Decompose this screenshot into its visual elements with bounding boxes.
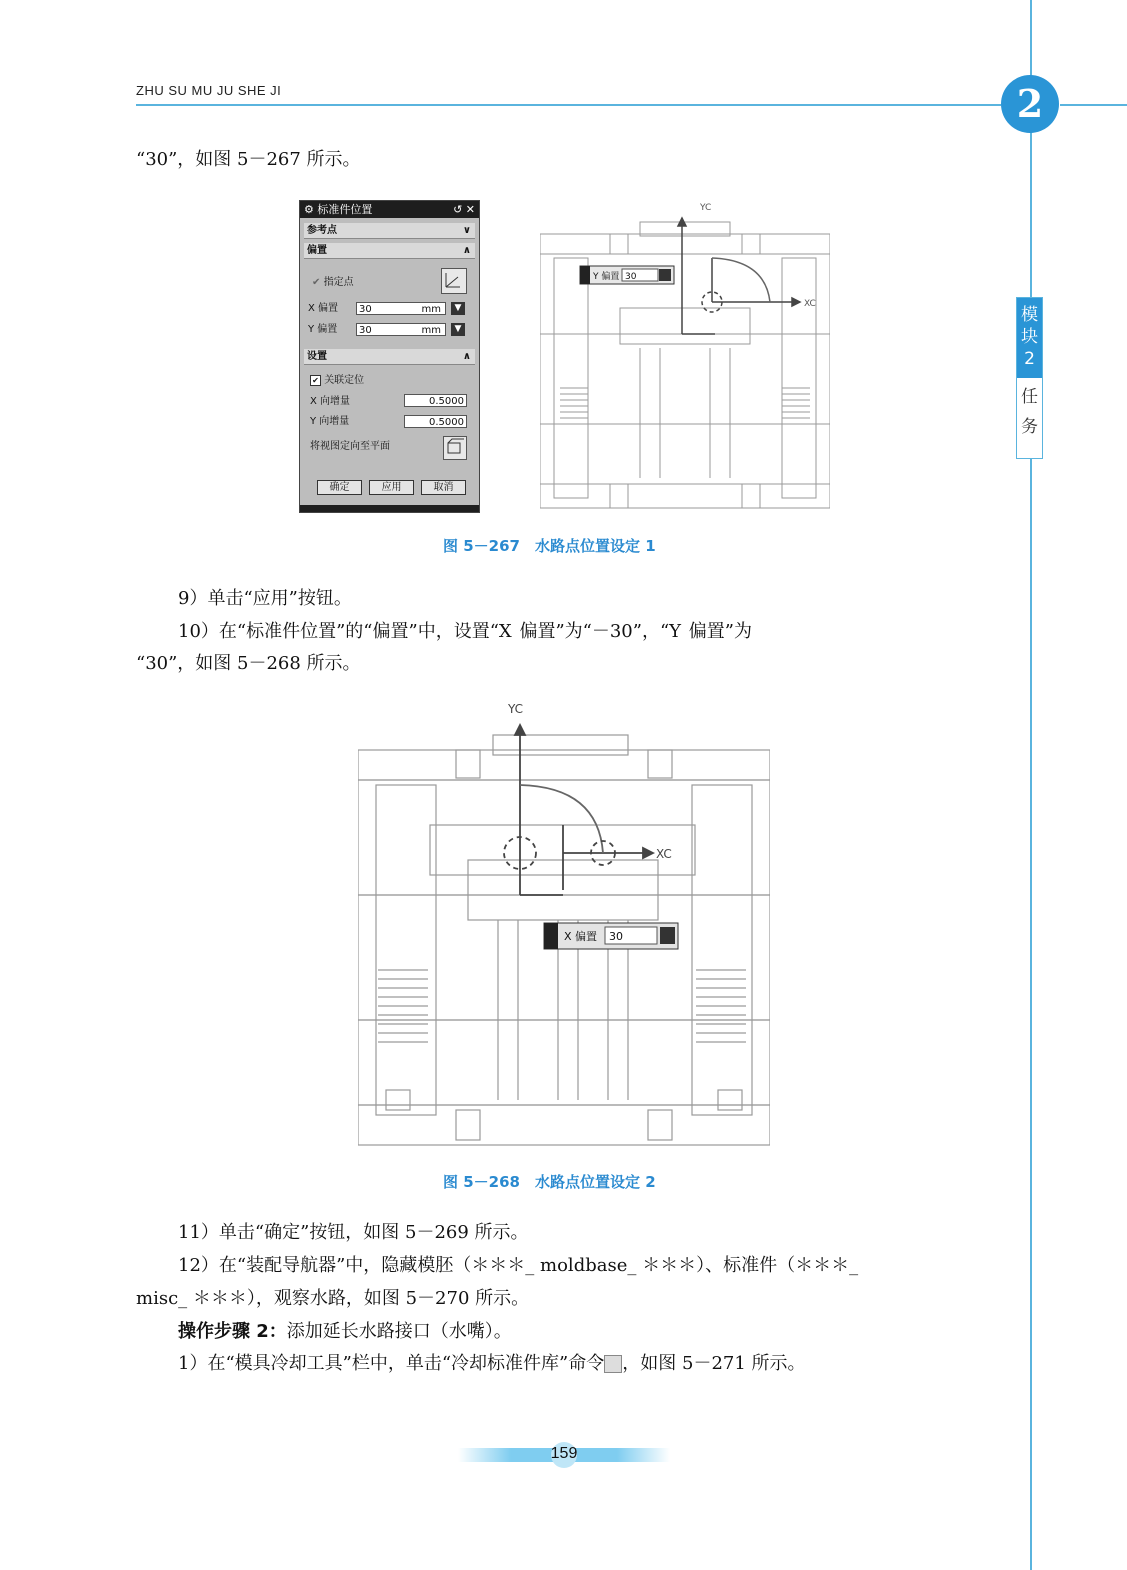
check-mark-icon: ✔ — [312, 277, 321, 288]
x-offset-value: 30 — [359, 304, 372, 315]
running-header: ZHU SU MU JU SHE JI — [136, 83, 282, 98]
module-tab — [1016, 297, 1043, 459]
chapter-badge: 2 — [1001, 75, 1059, 133]
chevron-up-icon: ∧ — [462, 245, 471, 256]
dialog-titlebar — [300, 201, 479, 218]
intro-line: “30”，如图 5－267 所示。 — [136, 149, 361, 170]
operation-step-label: 操作步骤 2： — [178, 1321, 287, 1342]
x-offset-label: X 偏置 — [308, 303, 339, 314]
y-increment-input[interactable]: 0.5000 — [404, 415, 467, 428]
step-10-cont: “30”，如图 5－268 所示。 — [136, 653, 361, 674]
dialog-bottom-bar — [300, 505, 479, 512]
step-12-cont: misc_ ＊＊＊），观察水路，如图 5－270 所示。 — [136, 1288, 530, 1309]
step-12: 12）在“装配导航器”中，隐藏模胚（＊＊＊_ moldbase_ ＊＊＊）、标准件（＊＊＊_ — [178, 1255, 859, 1276]
side-rule — [1030, 0, 1032, 1570]
task-label — [1017, 382, 1042, 442]
y-offset-value: 30 — [359, 325, 372, 336]
header-rule-right — [1060, 104, 1127, 106]
module-number: 2 — [1024, 349, 1035, 369]
figure-267-caption: 图 5－267 水路点位置设定 1 — [443, 537, 656, 555]
y-offset-label: Y 偏置 — [308, 324, 338, 335]
page-number: 159 — [550, 1445, 578, 1462]
x-offset-popup-value: 30 — [609, 930, 623, 943]
gear-icon: ⚙ — [304, 203, 318, 216]
step-1-last — [178, 1352, 806, 1376]
standard-part-position-dialog — [299, 200, 480, 513]
y-offset-popup-label: Y 偏置 — [593, 272, 620, 282]
header-rule — [136, 104, 1001, 106]
y-offset-unit: mm — [421, 325, 441, 336]
mold-drawing-267 — [540, 198, 830, 514]
x-offset-popup-label: X 偏置 — [564, 930, 598, 943]
y-offset-input[interactable] — [356, 323, 446, 336]
operation-step-2 — [178, 1320, 512, 1344]
reset-icon[interactable]: ↺ — [453, 203, 463, 216]
close-icon[interactable]: ✕ — [465, 203, 475, 216]
x-increment-input[interactable]: 0.5000 — [404, 394, 467, 407]
task-char-1: 任 — [1021, 387, 1038, 407]
x-offset-unit: mm — [421, 304, 441, 315]
module-tab-top — [1017, 298, 1042, 378]
offset-section[interactable] — [304, 243, 475, 259]
x-offset-input[interactable] — [356, 302, 446, 315]
specify-point-label: 指定点 — [323, 277, 354, 288]
cancel-button[interactable]: 取消 — [421, 480, 466, 495]
x-offset-dropdown-icon[interactable]: ▼ — [451, 302, 465, 315]
yc-axis-label-268: YC — [508, 702, 524, 716]
yc-axis-label: YC — [700, 203, 712, 213]
module-label: 模块 — [1021, 305, 1038, 347]
figure-268-caption: 图 5－268 水路点位置设定 2 — [443, 1173, 656, 1191]
chevron-down-icon: ∨ — [462, 225, 471, 236]
apply-button[interactable]: 应用 — [369, 480, 414, 495]
offset-section-label: 偏置 — [307, 245, 327, 256]
xc-axis-label-268: XC — [656, 847, 672, 861]
settings-section[interactable] — [304, 349, 475, 365]
orient-view-button[interactable] — [443, 436, 467, 460]
x-increment-label: X 向增量 — [310, 396, 351, 407]
last-step-before: 1）在“模具冷却工具”栏中，单击“冷却标准件库”命令 — [178, 1353, 605, 1374]
dialog-title: 标准件位置 — [317, 203, 373, 216]
point-dialog-button[interactable] — [441, 268, 467, 294]
last-step-after: ，如图 5－271 所示。 — [622, 1353, 806, 1374]
task-char-2: 务 — [1021, 417, 1038, 437]
orient-view-label: 将视图定向至平面 — [310, 441, 390, 452]
checkbox-checked-icon: ✔ — [310, 375, 321, 386]
chevron-up-icon: ∧ — [462, 351, 471, 362]
orient-view-icon — [444, 437, 464, 457]
y-offset-popup-value: 30 — [625, 272, 637, 282]
y-increment-label: Y 向增量 — [310, 416, 350, 427]
step-10: 10）在“标准件位置”的“偏置”中，设置“X 偏置”为“－30”，“Y 偏置”为 — [178, 621, 752, 642]
xc-axis-label: XC — [804, 299, 816, 309]
reference-section-label: 参考点 — [307, 225, 337, 236]
cooling-library-icon — [604, 1355, 622, 1373]
ok-button[interactable]: 确定 — [317, 480, 362, 495]
y-offset-dropdown-icon[interactable]: ▼ — [451, 323, 465, 336]
mold-drawing-268 — [358, 695, 770, 1150]
step-9: 9）单击“应用”按钮。 — [178, 588, 352, 609]
step-11: 11）单击“确定”按钮，如图 5－269 所示。 — [178, 1222, 529, 1243]
settings-section-label: 设置 — [307, 351, 327, 362]
point-constructor-icon — [442, 269, 464, 291]
associative-checkbox[interactable] — [310, 373, 481, 389]
reference-point-section[interactable] — [304, 223, 475, 239]
associative-label: 关联定位 — [324, 375, 365, 386]
operation-step-text: 添加延长水路接口（水嘴）。 — [286, 1321, 512, 1342]
